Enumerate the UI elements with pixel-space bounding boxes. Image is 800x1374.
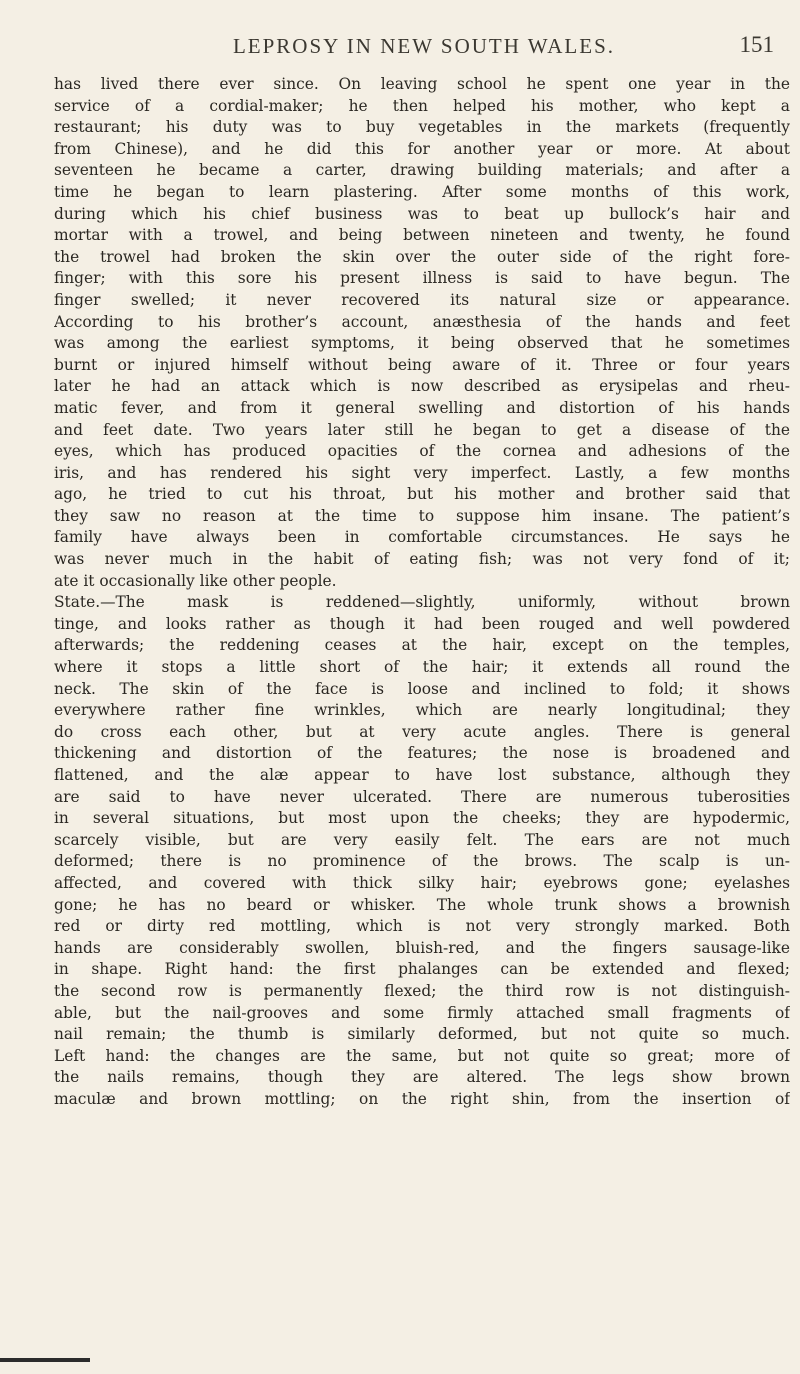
- text-line: hands are considerably swollen, bluish-red, and the fingers sausage-like: [54, 938, 790, 957]
- running-head: [54, 34, 794, 64]
- text-line: flattened, and the alæ appear to have lost substance, although they: [54, 766, 790, 784]
- text-line: the nails remains, though they are altered. The legs show brown: [54, 1068, 790, 1087]
- text-line: afterwards; the reddening ceases at the hair, except on the temples,: [54, 636, 790, 655]
- text-line: scarcely visible, but are very easily felt. The ears are not much: [54, 830, 790, 849]
- text-line: the trowel had broken the skin over the outer side of the right fore-: [54, 247, 790, 266]
- text-line: finger swelled; it never recovered its natural size or appearance.: [54, 290, 790, 309]
- text-line: are said to have never ulcerated. There are numerous tuberosities: [54, 787, 790, 806]
- text-line: affected, and covered with thick silky hair; eyebrows gone; eyelashes: [54, 873, 790, 892]
- text-line: was never much in the habit of eating fish; was not very fond of it;: [54, 550, 790, 569]
- text-line: eyes, which has produced opacities of the cornea and adhesions of the: [54, 442, 790, 461]
- text-line: iris, and has rendered his sight very imperfect. Lastly, a few months: [54, 463, 790, 482]
- text-line: from Chinese), and he did this for another year or more. At about: [54, 139, 790, 158]
- text-line: where it stops a little short of the hair; it extends all round the: [54, 658, 790, 677]
- text-line: was among the earliest symptoms, it being observed that he sometimes: [54, 334, 790, 353]
- text-line: the second row is permanently flexed; the third row is not distinguish-: [54, 981, 790, 1000]
- text-line: tinge, and looks rather as though it had been rouged and well powdered: [54, 614, 790, 633]
- text-line: State.—The mask is reddened—slightly, uniformly, without brown: [54, 593, 790, 612]
- text-line: later he had an attack which is now described as erysipelas and rheu-: [54, 377, 790, 396]
- text-line: during which his chief business was to beat up bullock’s hair and: [54, 204, 790, 223]
- text-line: restaurant; his duty was to buy vegetables in the markets (frequently: [54, 118, 790, 137]
- text-line: burnt or injured himself without being aware of it. Three or four years: [54, 355, 790, 374]
- scan-edge-mark: [0, 1358, 90, 1362]
- text-line: they saw no reason at the time to suppose him insane. The patient’s: [54, 506, 790, 525]
- body-text: [54, 74, 790, 1111]
- text-line: gone; he has no beard or whisker. The whole trunk shows a brownish: [54, 895, 790, 914]
- text-line: neck. The skin of the face is loose and inclined to fold; it shows: [54, 679, 790, 698]
- text-line: ate it occasionally like other people.: [54, 571, 337, 590]
- text-line: thickening and distortion of the features; the nose is broadened and: [54, 744, 790, 763]
- text-line: deformed; there is no prominence of the brows. The scalp is un-: [54, 852, 790, 871]
- text-line: red or dirty red mottling, which is not very strongly marked. Both: [54, 917, 790, 936]
- text-line: has lived there ever since. On leaving school he spent one year in the: [54, 75, 790, 93]
- text-line: mortar with a trowel, and being between nineteen and twenty, he found: [54, 226, 790, 245]
- text-line: in shape. Right hand: the first phalanges can be extended and flexed;: [54, 960, 790, 979]
- text-line: maculæ and brown mottling; on the right shin, from the insertion of: [54, 1089, 790, 1108]
- text-line: Left hand: the changes are the same, but not quite so great; more of: [54, 1046, 790, 1065]
- text-line: everywhere rather fine wrinkles, which are nearly longitudinal; they: [54, 701, 790, 720]
- running-title: LEPROSY IN NEW SOUTH WALES.: [232, 34, 616, 58]
- text-line: in several situations, but most upon the cheeks; they are hypodermic,: [54, 809, 790, 828]
- text-line: ago, he tried to cut his throat, but his mother and brother said that: [54, 485, 790, 504]
- text-line: family have always been in comfortable circumstances. He says he: [54, 528, 790, 547]
- text-line: seventeen he became a carter, drawing building materials; and after a: [54, 161, 790, 180]
- text-line: According to his brother’s account, anæsthesia of the hands and feet: [54, 312, 790, 331]
- text-line: do cross each other, but at very acute angles. There is general: [54, 722, 790, 741]
- text-line: nail remain; the thumb is similarly deformed, but not quite so much.: [54, 1025, 790, 1044]
- page-number: 151: [739, 32, 774, 57]
- text-line: matic fever, and from it general swelling and distortion of his hands: [54, 398, 790, 417]
- text-line: and feet date. Two years later still he began to get a disease of the: [54, 420, 790, 439]
- text-line: time he began to learn plastering. After some months of this work,: [54, 182, 790, 201]
- text-line: finger; with this sore his present illness is said to have begun. The: [54, 269, 790, 288]
- text-line: able, but the nail-grooves and some firmly attached small fragments of: [54, 1003, 790, 1022]
- text-line: service of a cordial-maker; he then helped his mother, who kept a: [54, 96, 790, 115]
